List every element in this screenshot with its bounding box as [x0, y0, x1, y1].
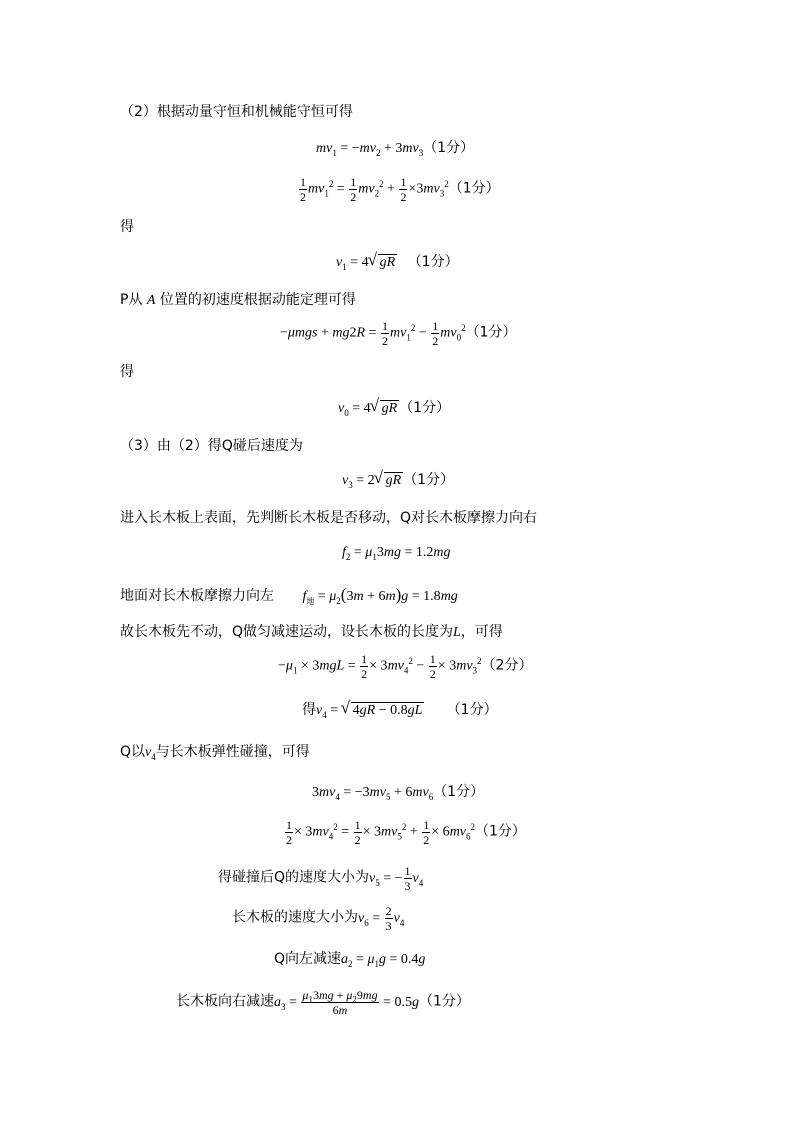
equation-energy: $\frac{1}{2}$ $mv_1^2$ = $\frac{1}{2}$ $mv_2^2$ + $\frac{1}{2}$ $\times 3mv_3^2(1$分） [300, 175, 500, 204]
score-label: （1分） [448, 180, 500, 197]
text-ground-friction [120, 585, 458, 607]
section-3-heading: （3）由（2）得Q碰后速度为 [120, 438, 303, 454]
subscript-ground: 地 [306, 596, 315, 606]
text-board-still [120, 622, 503, 643]
text-p-from-a [120, 290, 356, 311]
score-label: （1分） [403, 472, 455, 488]
text-part: 长木板的速度大小为 [232, 909, 358, 926]
symbol-a: A [146, 293, 156, 308]
section-2-heading: （2）根据动量守恒和机械能守恒可得 [120, 104, 353, 120]
equation-momentum-2: $3mv_4 = -3mv_5 + 6mv_6(1$分） [312, 784, 485, 802]
text-part: 地面对长木板摩擦力向左 [120, 588, 274, 604]
equation-energy-2: $\frac{1}{2}$ × $3mv_4^2$ = $\frac{1}{2}$ × $3mv_5^2$ + $\frac{1}{2}$ × $6mv_6^2(1$分） [286, 818, 526, 847]
text-part: P从 [120, 292, 143, 308]
equation-a2: Q向左减速$a_2 = \mu_1g = 0.4g$ [274, 951, 426, 969]
equation-f-ground: $f_地 = \mu_2(3m + 6m)g = 1.8mg$ [302, 585, 458, 606]
text-part: 长木板向右减速 [176, 993, 274, 1010]
equation-v4: 得$v_4$ = √ 4gR − 0.8gL （1分） [302, 700, 498, 721]
equation-v3: $v_3 = 2√$ gR （1分） [342, 470, 454, 491]
equation-work-energy: −μmgs + mg2R = $\frac{1}{2}$ $mv_1^2$ − $\frac{1}{2}$ $mv_0^2(1$分） [280, 319, 517, 348]
score-label: （1分） [475, 823, 526, 840]
equation-v1: $v_1 = 4√$ gR （1分） [336, 252, 459, 273]
equation-v0: $v_0 = 4√$ gR （1分） [338, 398, 450, 419]
text-enter-board: 进入长木板上表面，先判断长木板是否移动，Q对长木板摩擦力向右 [120, 510, 538, 526]
text-part: 故长木板先不动，Q做匀减速运动，设长木板的长度为 [120, 624, 454, 640]
symbol-l: L [453, 625, 461, 640]
equation-momentum: $mv_1 = -mv_2 + 3mv_3(1$分） [316, 140, 475, 158]
score-label: （1分） [465, 324, 517, 341]
score-label: （2分） [481, 657, 533, 674]
equation-a3: 长木板向右减速$a_3$ = $\frac{\mu_13mg + \mu_29mg}{6m}$ = 0.5g（1分） [176, 988, 470, 1017]
text-part: Q以 [120, 744, 146, 760]
score-label: （1分） [446, 702, 498, 718]
equation-v5: 得碰撞后Q的速度大小为$v_5$ = − $\frac{1}{3}$ $v_4$ [218, 864, 424, 893]
text-part: 位置的初速度根据动能定理可得 [159, 292, 356, 308]
equation-f2: $f_2 = \mu_13mg = 1.2mg$ [342, 545, 451, 562]
equation-v6: 长木板的速度大小为$v_6$ = $\frac{2}{3}$ $v_4$ [232, 904, 405, 933]
text-part: 得碰撞后Q的速度大小为 [218, 869, 370, 886]
score-label: （1分） [433, 784, 485, 800]
score-label: （1分） [423, 140, 475, 156]
text-part: 得 [302, 702, 316, 718]
text-part: ，可得 [460, 624, 503, 640]
equation-work-energy-q: $-\mu_1 \times 3mgL$ = $\frac{1}{2}$ × $3mv_4^2$ − $\frac{1}{2}$ × $3mv_3^2(2$分） [278, 652, 533, 681]
text-de: 得 [120, 219, 134, 235]
score-label: （1分） [407, 254, 459, 270]
text-de: 得 [120, 364, 134, 380]
score-label: （1分） [399, 400, 451, 416]
score-label: （1分） [419, 993, 470, 1010]
text-part: 与长木板弹性碰撞，可得 [155, 744, 310, 760]
text-part: Q向左减速 [274, 951, 342, 967]
text-q-collision: Q以$v_4$与长木板弹性碰撞，可得 [120, 744, 310, 762]
